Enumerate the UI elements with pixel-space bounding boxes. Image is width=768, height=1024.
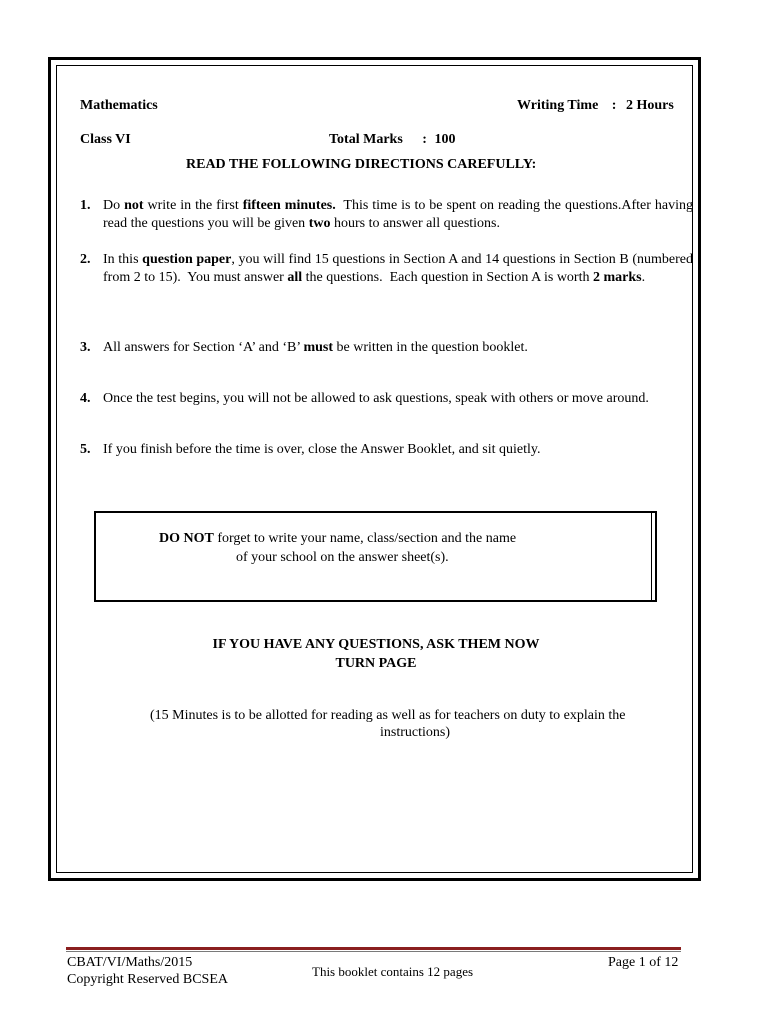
- body-text: write in the first: [143, 198, 243, 213]
- instruction-text: [103, 339, 693, 357]
- instruction-item: [80, 251, 697, 287]
- writing-time-label: [517, 98, 674, 114]
- emphasis-text: not: [124, 198, 144, 213]
- instruction-text: [103, 251, 697, 287]
- footer-rule-secondary: [66, 951, 681, 952]
- body-text: be written in the question booklet.: [333, 340, 528, 355]
- writing-time-value: 2 Hours: [625, 98, 674, 113]
- instruction-text: [103, 197, 697, 233]
- notice-do-not: DO NOT: [159, 531, 214, 546]
- body-text: If you finish before the time is over, close the Answer Booklet, and sit quietly.: [103, 442, 541, 457]
- body-text: hours to answer all questions.: [330, 216, 500, 231]
- emphasis-text: fifteen minutes.: [242, 198, 336, 213]
- body-text: All answers for Section ‘A’ and ‘B’: [103, 340, 304, 355]
- ask-questions-note: IF YOU HAVE ANY QUESTIONS, ASK THEM NOW: [212, 637, 540, 652]
- emphasis-text: two: [308, 216, 331, 231]
- instruction-item: [80, 441, 693, 459]
- writing-time-separator: :: [611, 98, 617, 113]
- writing-time-caption: Writing Time: [517, 98, 599, 113]
- emphasis-text: question paper: [142, 252, 232, 267]
- total-marks-label: [329, 132, 455, 148]
- class-label: Class VI: [80, 132, 131, 147]
- reading-time-note-line-2: instructions): [380, 725, 450, 740]
- instruction-number: 3.: [80, 340, 91, 355]
- instruction-number: 5.: [80, 442, 91, 457]
- subject-label: Mathematics: [80, 98, 158, 113]
- total-marks-separator: :: [422, 132, 427, 147]
- instruction-number: 2.: [80, 252, 91, 267]
- footer-booklet-info: This booklet contains 12 pages: [312, 964, 474, 979]
- turn-page-note: TURN PAGE: [335, 656, 417, 671]
- directions-heading: READ THE FOLLOWING DIRECTIONS CAREFULLY:: [186, 157, 537, 172]
- body-text: Do: [103, 198, 125, 213]
- instruction-item: [80, 339, 693, 357]
- instruction-item: [80, 390, 693, 408]
- body-text: Once the test begins, you will not be allowed to ask questions, speak with others or move around.: [103, 391, 649, 406]
- page-border-inner: [56, 65, 693, 873]
- notice-line-1-rest: forget to write your name, class/section and the name: [213, 531, 517, 546]
- instruction-number: 4.: [80, 391, 91, 406]
- footer-copyright: Copyright Reserved BCSEA: [67, 972, 228, 987]
- page-border-outer: [48, 57, 701, 881]
- footer-rule: [66, 947, 681, 950]
- emphasis-text: 2 marks: [593, 270, 642, 285]
- body-text: This time is to be spent on reading the questions.After having read the questions you will be given: [103, 198, 697, 231]
- emphasis-text: all: [287, 270, 303, 285]
- notice-line-1: [159, 531, 516, 547]
- instruction-text: [103, 390, 693, 408]
- footer-code: CBAT/VI/Maths/2015: [67, 955, 193, 970]
- instruction-number: 1.: [80, 198, 91, 213]
- emphasis-text: must: [303, 340, 334, 355]
- body-text: the questions. Each question in Section A is worth: [302, 270, 593, 285]
- total-marks-caption: Total Marks: [329, 132, 403, 147]
- body-text: In this: [103, 252, 143, 267]
- reading-time-note-line-1: (15 Minutes is to be allotted for reading as well as for teachers on duty to explain the: [150, 708, 626, 723]
- body-text: .: [641, 270, 646, 285]
- footer-page-number: Page 1 of 12: [608, 955, 679, 970]
- total-marks-value: 100: [434, 132, 456, 147]
- body-text: , you will find 15 questions in Section A and 14 questions in Section B (numbered from 2 to 15). You must answer: [103, 252, 697, 285]
- instruction-text: [103, 441, 693, 459]
- instruction-item: [80, 197, 697, 233]
- notice-line-2: of your school on the answer sheet(s).: [236, 550, 449, 565]
